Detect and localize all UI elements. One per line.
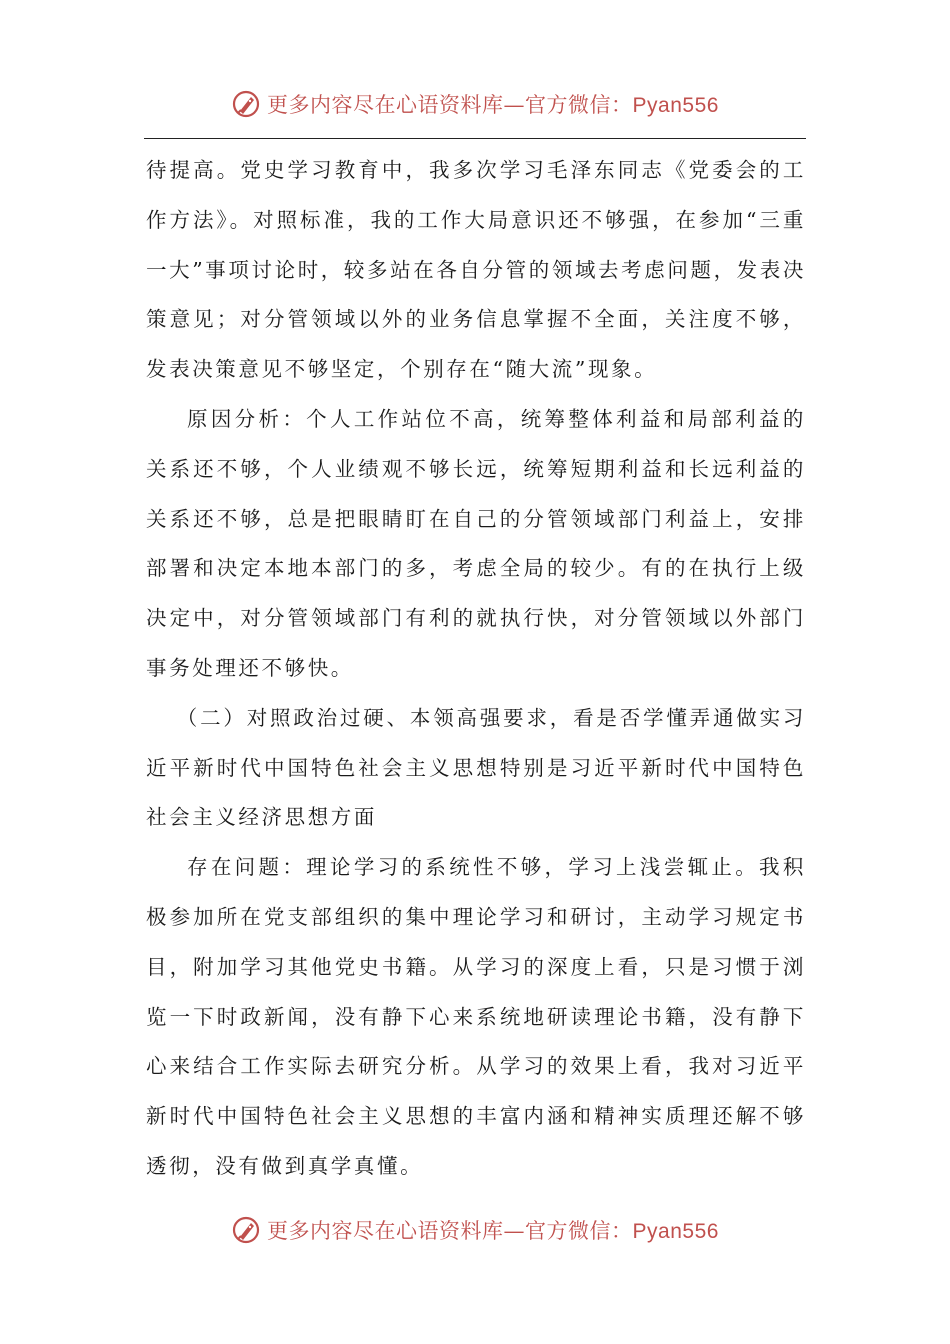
pen-nib-logo-icon xyxy=(231,89,261,119)
pen-nib-logo-icon xyxy=(231,1215,261,1245)
page-header-banner xyxy=(0,86,950,122)
paragraph-cause-analysis: 原因分析：个人工作站位不高，统筹整体利益和局部利益的关系还不够，个人业绩观不够长远，统筹短期利益和长远利益的关系还不够，总是把眼睛盯在自己的分管领域部门利益上，安排部署和决定本地本部门的多，考虑全局的较少。有的在执行上级决定中，对分管领域部门有利的就执行快，对分管领域以外部门事务处理还不够快。 xyxy=(146,406,806,680)
paragraph-continuation: 待提高。党史学习教育中，我多次学习毛泽东同志《党委会的工作方法》。对照标准，我的工作大局意识还不够强，在参加“三重一大”事项讨论时，较多站在各自分管的领域去考虑问题，发表决策意见；对分管领域以外的业务信息掌握不全面，关注度不够，发表决策意见不够坚定，个别存在“随大流”现象。 xyxy=(146,158,806,382)
header-divider xyxy=(144,138,806,139)
header-banner-text: 更多内容尽在心语资料库—官方微信：Pyan556 xyxy=(267,93,719,117)
paragraph-existing-problems: 存在问题：理论学习的系统性不够，学习上浅尝辄止。我积极参加所在党支部组织的集中理论学习和研讨，主动学习规定书目，附加学习其他党史书籍。从学习的深度上看，只是习惯于浏览一下时政新闻，没有静下心来系统地研读理论书籍，没有静下心来结合工作实际去研究分析。从学习的效果上看，我对习近平新时代中国特色社会主义思想的丰富内涵和精神实质理还解不够透彻，没有做到真学真懂。 xyxy=(146,855,806,1178)
footer-banner-text: 更多内容尽在心语资料库—官方微信：Pyan556 xyxy=(267,1219,719,1243)
footer-contact-id: Pyan556 xyxy=(632,1220,719,1243)
section-heading: （二）对照政治过硬、本领高强要求，看是否学懂弄通做实习近平新时代中国特色社会主义思想特别是习近平新时代中国特色社会主义经济思想方面 xyxy=(146,705,806,830)
header-contact-id: Pyan556 xyxy=(632,94,719,117)
document-body xyxy=(146,146,806,1192)
page-footer-banner xyxy=(0,1212,950,1248)
